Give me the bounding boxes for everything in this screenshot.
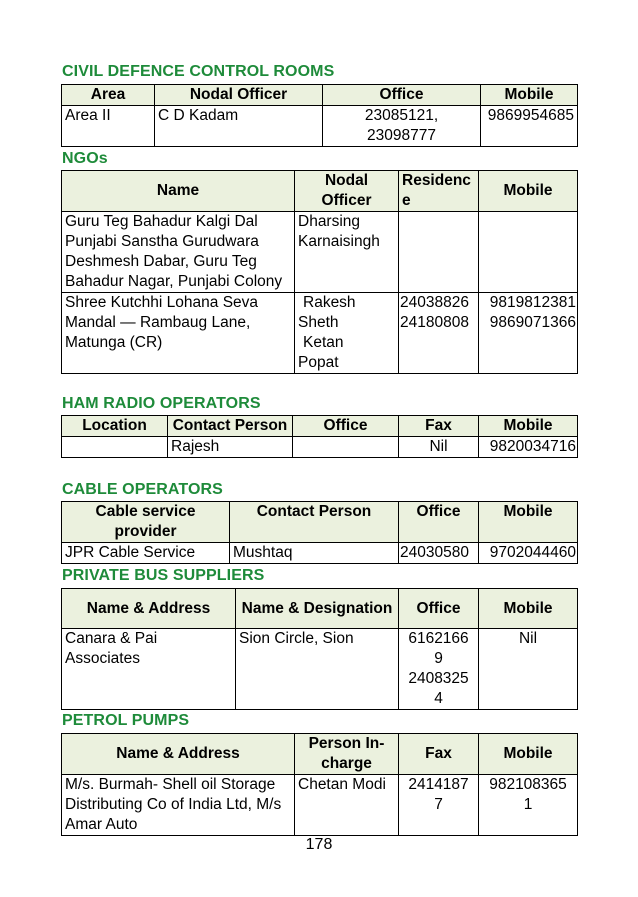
office-line: 6162166: [408, 630, 469, 647]
ham-radio-table: [61, 415, 578, 458]
column-header: Office: [323, 85, 481, 106]
officer-line: Ketan: [303, 334, 344, 351]
section-title-civil-defence: CIVIL DEFENCE CONTROL ROOMS: [62, 63, 335, 80]
mobile-cell: Nil: [479, 629, 578, 710]
section-title-ngos: NGOs: [62, 150, 108, 167]
column-header: Name & Address: [62, 734, 295, 775]
column-header: Mobile: [479, 589, 578, 629]
column-header: Person In-charge: [295, 734, 399, 775]
ngo-name-cell: Guru Teg Bahadur Kalgi Dal Punjabi Sanstha Gurudwara Deshmesh Dabar, Guru Teg Bahadur Nagar, Punjabi Colony: [62, 212, 295, 293]
section-title-petrol: PETROL PUMPS: [62, 712, 190, 729]
fax-cell: Nil: [399, 437, 479, 458]
office-cell: [323, 106, 481, 147]
column-header: Area: [62, 85, 155, 106]
name-cell: M/s. Burmah- Shell oil Storage Distributing Co of India Ltd, M/s Amar Auto: [62, 775, 295, 836]
office-cell: [399, 629, 479, 710]
residence-cell: [399, 293, 479, 374]
office-number: 23085121,: [364, 107, 439, 124]
column-header: Mobile: [479, 734, 578, 775]
office-line: 4: [434, 690, 443, 707]
table-row: [62, 437, 578, 458]
officer-line: Dharsing: [298, 213, 361, 230]
ngos-table: [61, 170, 578, 374]
column-header: Fax: [399, 416, 479, 437]
page-number: 178: [305, 836, 333, 853]
table-header-row: [62, 85, 578, 106]
nodal-officer-cell: [295, 293, 399, 374]
column-header: Contact Person: [168, 416, 293, 437]
mobile-cell: [479, 212, 578, 293]
fax-cell: [399, 775, 479, 836]
section-title-cable: CABLE OPERATORS: [62, 481, 223, 498]
column-header: Cable service provider: [62, 502, 230, 543]
office-cell: [293, 437, 399, 458]
table-row: [62, 212, 578, 293]
column-header: Name: [62, 171, 295, 212]
table-row: [62, 543, 578, 564]
contact-cell: Mushtaq: [230, 543, 399, 564]
office-number: 23098777: [367, 127, 436, 144]
column-header: Office: [399, 589, 479, 629]
residence-number: 24038826: [400, 294, 469, 311]
section-title-bus: PRIVATE BUS SUPPLIERS: [62, 567, 265, 584]
location-cell: [62, 437, 168, 458]
ngo-name-cell: Shree Kutchhi Lohana Seva Mandal — Rambaug Lane, Matunga (CR): [62, 293, 295, 374]
column-header: Nodal Officer: [155, 85, 323, 106]
column-header: Office: [293, 416, 399, 437]
column-header: Office: [399, 502, 479, 543]
petrol-table: [61, 733, 578, 836]
column-header: Location: [62, 416, 168, 437]
table-header-row: [62, 502, 578, 543]
officer-line: Rakesh: [303, 294, 356, 311]
column-header: Fax: [399, 734, 479, 775]
officer-line: Popat: [298, 354, 339, 371]
nodal-officer-cell: C D Kadam: [155, 106, 323, 147]
column-header: Mobile: [479, 502, 578, 543]
mobile-cell: [479, 775, 578, 836]
column-header: Mobile: [481, 85, 578, 106]
name-cell: Canara & Pai Associates: [62, 629, 236, 710]
table-row: [62, 106, 578, 147]
table-header-row: [62, 589, 578, 629]
residence-number: 24180808: [400, 314, 469, 331]
civil-defence-table: [61, 84, 578, 147]
bus-table: [61, 588, 578, 710]
area-cell: Area II: [62, 106, 155, 147]
mobile-number: 9819812381: [489, 294, 576, 311]
cable-table: [61, 501, 578, 564]
officer-line: Sheth: [298, 314, 339, 331]
column-header: Name & Address: [62, 589, 236, 629]
column-header: Mobile: [479, 171, 578, 212]
contact-cell: Rajesh: [168, 437, 293, 458]
mobile-cell: [479, 293, 578, 374]
officer-line: Karnaisingh: [298, 233, 380, 250]
column-header: Mobile: [479, 416, 578, 437]
table-row: [62, 629, 578, 710]
mobile-cell: 9869954685: [481, 106, 578, 147]
fax-line: 7: [434, 796, 443, 813]
office-line: 2408325: [408, 670, 469, 687]
mobile-number: 9869071366: [489, 314, 576, 331]
mobile-cell: 9820034716: [479, 437, 578, 458]
mobile-line: 982108365: [489, 776, 567, 793]
column-header: Name & Designation: [236, 589, 399, 629]
table-header-row: [62, 416, 578, 437]
fax-line: 2414187: [408, 776, 469, 793]
mobile-cell: 9702044460: [479, 543, 578, 564]
nodal-officer-cell: [295, 212, 399, 293]
table-header-row: [62, 734, 578, 775]
office-line: 9: [434, 650, 443, 667]
table-row: [62, 293, 578, 374]
designation-cell: Sion Circle, Sion: [236, 629, 399, 710]
residence-cell: [399, 212, 479, 293]
person-cell: Chetan Modi: [295, 775, 399, 836]
column-header: Nodal Officer: [295, 171, 399, 212]
provider-cell: JPR Cable Service: [62, 543, 230, 564]
section-title-ham-radio: HAM RADIO OPERATORS: [62, 395, 261, 412]
table-header-row: [62, 171, 578, 212]
mobile-line: 1: [523, 796, 533, 813]
table-row: [62, 775, 578, 836]
column-header: Residenc e: [399, 171, 479, 212]
office-cell: 24030580: [399, 543, 479, 564]
column-header: Contact Person: [230, 502, 399, 543]
